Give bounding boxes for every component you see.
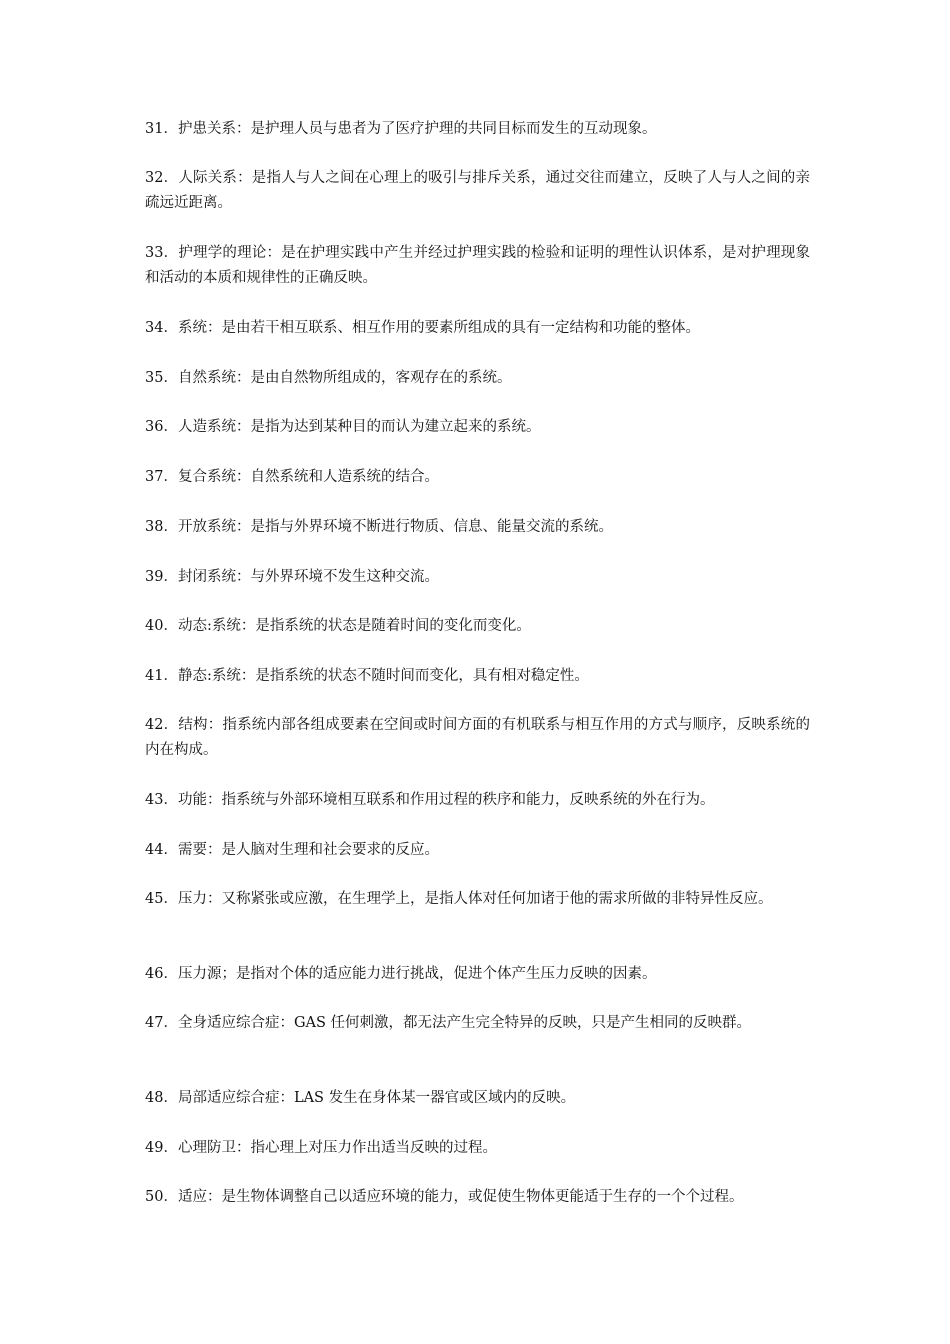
definition-entry: 36．人造系统：是指为达到某种目的而认为建立起来的系统。	[145, 419, 541, 435]
definition-entry: 49．心理防卫：指心理上对压力作出适当反映的过程。	[145, 1140, 497, 1156]
definition-entry: 32．人际关系：是指人与人之间在心理上的吸引与排斥关系，通过交往而建立，反映了人与人之间的亲疏远近距离。	[145, 170, 810, 211]
definition-entry: 42．结构：指系统内部各组成要素在空间或时间方面的有机联系与相互作用的方式与顺序，反映系统的内在构成。	[145, 717, 810, 758]
definition-entry: 47．全身适应综合症：GAS 任何刺激，都无法产生完全特异的反映，只是产生相同的反映群。	[145, 1015, 752, 1031]
definition-entry: 31．护患关系：是护理人员与患者为了医疗护理的共同目标而发生的互动现象。	[145, 121, 657, 137]
definition-entry: 43．功能：指系统与外部环境相互联系和作用过程的秩序和能力，反映系统的外在行为。	[145, 792, 715, 808]
definition-entry: 50．适应：是生物体调整自己以适应环境的能力，或促使生物体更能适于生存的一个个过程。	[145, 1189, 744, 1205]
definition-entry: 41．静态:系统：是指系统的状态不随时间而变化，具有相对稳定性。	[145, 668, 589, 684]
definition-entry: 33．护理学的理论：是在护理实践中产生并经过护理实践的检验和证明的理性认识体系，是对护理现象和活动的本质和规律性的正确反映。	[145, 245, 810, 286]
definition-entry: 46．压力源；是指对个体的适应能力进行挑战，促进个体产生压力反映的因素。	[145, 966, 657, 982]
definition-entry: 38．开放系统：是指与外界环境不断进行物质、信息、能量交流的系统。	[145, 519, 613, 535]
definition-entry: 37．复合系统：自然系统和人造系统的结合。	[145, 469, 439, 485]
definition-entry: 40．动态:系统：是指系统的状态是随着时间的变化而变化。	[145, 618, 531, 634]
definition-entry: 45．压力：又称紧张或应激，在生理学上，是指人体对任何加诸于他的需求所做的非特异性反应。	[145, 891, 773, 907]
definition-entry: 44．需要：是人脑对生理和社会要求的反应。	[145, 842, 439, 858]
definition-entry: 39．封闭系统：与外界环境不发生这种交流。	[145, 569, 439, 585]
definition-entry: 48．局部适应综合症：LAS 发生在身体某一器官或区域内的反映。	[145, 1090, 576, 1106]
definition-entry: 34．系统：是由若干相互联系、相互作用的要素所组成的具有一定结构和功能的整体。	[145, 320, 700, 336]
definition-entry: 35．自然系统：是由自然物所组成的，客观存在的系统。	[145, 370, 512, 386]
